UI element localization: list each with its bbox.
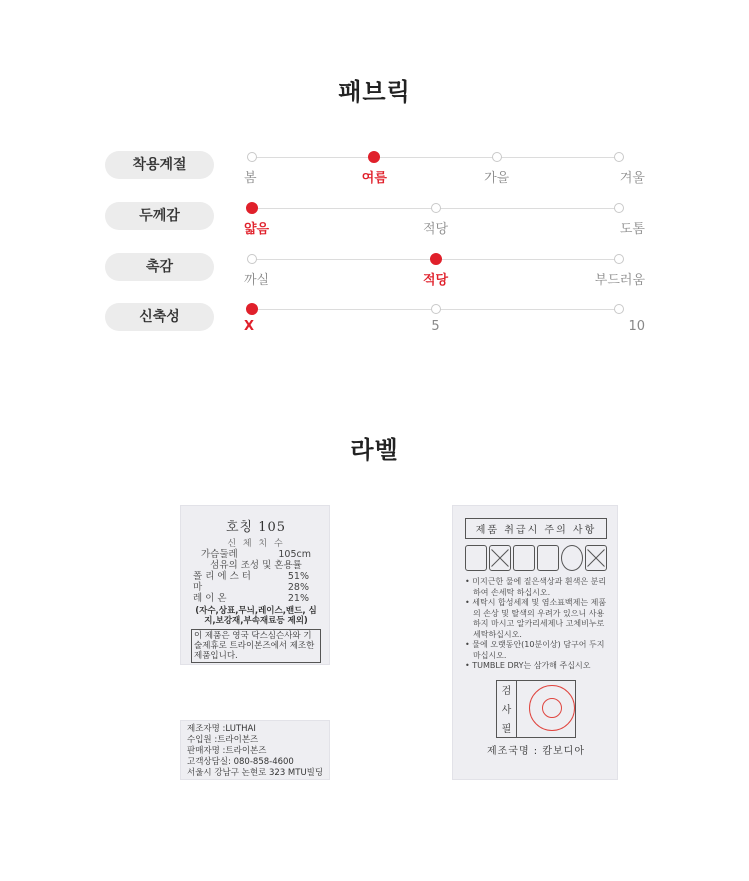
maker-line: 서울시 강남구 논현로 323 MTU빌딩 <box>187 768 324 778</box>
fabric-title: 패브릭 <box>338 78 411 106</box>
care-instructions-tag <box>452 505 618 780</box>
exclusion-note: (자수,상표,무늬,레이스,밴드, 심지,보강재,부속재료등 제외) <box>195 606 317 626</box>
no-bleach-icon <box>489 545 511 571</box>
scale-stop-label: 도톰 <box>619 222 645 237</box>
fabric-row-label: 착용계절 <box>105 151 214 179</box>
dot-icon <box>614 304 624 314</box>
scale-stop-label: 부드러움 <box>594 273 645 288</box>
scale-stop-label: 얇음 <box>244 222 270 237</box>
chest-row <box>191 549 321 560</box>
dot-icon <box>431 304 441 314</box>
selected-dot-icon <box>430 253 442 265</box>
scale-stop-label: 적당 <box>422 222 449 237</box>
material-percent: 21% <box>287 593 309 604</box>
material-row <box>193 593 309 604</box>
care-note: • 물에 오랫동안(10분이상) 담구어 두지 마십시오. <box>465 640 605 660</box>
selected-dot-icon <box>246 202 258 214</box>
materials-list <box>191 571 321 604</box>
dot-icon <box>614 254 624 264</box>
scale-track <box>244 259 645 288</box>
label-title: 라벨 <box>350 436 399 464</box>
dot-icon <box>614 203 624 213</box>
care-note: • 세탁시 합성세제 및 염소표백제는 제품의 손상 및 탈색의 우려가 있으니 사용하지 마시고 알카리세제나 고체비누로 세탁하십시오. <box>465 598 607 639</box>
material-name: 폴 리 에 스 터 <box>193 571 251 582</box>
material-row <box>193 571 309 582</box>
maker-info-tag <box>180 720 330 780</box>
stamp-text <box>542 698 562 718</box>
fabric-row-label: 신축성 <box>105 303 214 331</box>
no-tumble-dry-icon <box>585 545 607 571</box>
inspection-box <box>496 680 576 738</box>
maker-lines <box>187 724 323 779</box>
size-composition-tag <box>180 505 330 665</box>
fabric-row <box>105 303 650 333</box>
scale-stop-label: X <box>244 319 255 334</box>
care-notes <box>465 577 607 672</box>
country-of-manufacture: 제조국명 : 캄보디아 <box>486 745 585 757</box>
selected-dot-icon <box>368 151 380 163</box>
material-percent: 28% <box>287 582 309 593</box>
fabric-row <box>105 151 650 186</box>
fabric-row <box>105 202 650 237</box>
dot-icon <box>247 254 257 264</box>
scale-stop-label: 가을 <box>484 171 510 186</box>
maker-line: 수입원 :트라이본즈 <box>187 735 259 745</box>
inspection-stamp-icon <box>529 685 575 731</box>
body-size-heading: 신 체 치 수 <box>227 539 285 549</box>
composition-heading: 섬유의 조성 및 혼용률 <box>210 560 302 571</box>
material-row <box>193 582 309 593</box>
hand-wash-icon <box>465 545 487 571</box>
dot-icon <box>492 152 502 162</box>
material-name: 마 <box>193 582 203 593</box>
scale-stop-label: 까실 <box>244 273 270 288</box>
care-header: 제품 취급시 주의 사항 <box>465 518 607 539</box>
maker-line: 제조자명 :LUTHAI <box>187 724 256 734</box>
chest-value: 105cm <box>278 549 311 560</box>
maker-line: 고객상담실: 080-858-4600 <box>187 757 294 767</box>
fabric-row-label: 두께감 <box>105 202 214 230</box>
dry-clean-icon <box>561 545 583 571</box>
license-note: 이 제품은 영국 닥스심슨사와 기술제휴로 트라이본즈에서 제조한 제품입니다. <box>191 629 321 663</box>
care-symbols <box>465 545 607 571</box>
scale-track <box>244 208 645 237</box>
dot-icon <box>247 152 257 162</box>
fabric-row <box>105 253 650 288</box>
scale-stop-label: 5 <box>431 319 440 334</box>
material-percent: 51% <box>287 571 309 582</box>
care-note: • 미지근한 물에 짙은색상과 흰색은 분리하여 손세탁 하십시오. <box>465 577 607 597</box>
dot-icon <box>614 152 624 162</box>
size-title: 호칭 105 <box>225 520 287 535</box>
maker-line: 판매자명 :트라이본즈 <box>187 746 267 756</box>
scale-stop-label: 봄 <box>244 171 257 186</box>
inspection-char: 필 <box>501 723 512 735</box>
scale-stop-label: 10 <box>628 319 645 334</box>
selected-dot-icon <box>246 303 258 315</box>
inspection-char: 사 <box>501 704 512 716</box>
inspection-label <box>497 681 517 737</box>
dot-icon <box>431 203 441 213</box>
wring-icon <box>537 545 559 571</box>
scale-track <box>244 309 645 334</box>
iron-icon <box>513 545 535 571</box>
scale-track <box>244 157 645 186</box>
scale-stop-label: 겨울 <box>619 171 645 186</box>
fabric-row-label: 촉감 <box>105 253 214 281</box>
inspection-char: 검 <box>501 686 512 698</box>
care-note: • TUMBLE DRY는 삼가해 주십시오 <box>465 661 591 670</box>
chest-label: 가슴둘레 <box>201 549 238 560</box>
scale-stop-label: 여름 <box>361 171 387 186</box>
material-name: 레 이 온 <box>193 593 227 604</box>
scale-stop-label: 적당 <box>422 273 449 288</box>
